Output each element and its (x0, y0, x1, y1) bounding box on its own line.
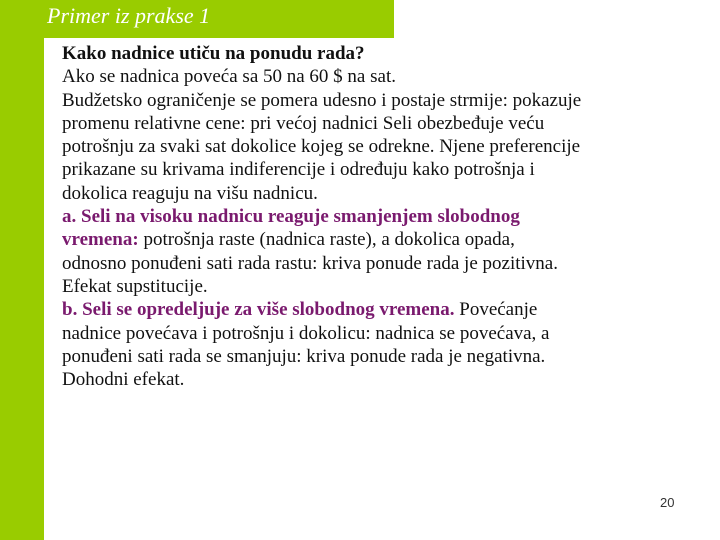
case-b-line-3: ponuđeni sati rada se smanjuju: kriva ponude rada je negativna. (62, 345, 546, 367)
case-a-heading: a. Seli na visoku nadnicu reaguje smanjenjem slobodnog (62, 206, 520, 228)
left-accent-bar (0, 0, 44, 540)
body-line-1: Ako se nadnica poveća sa 50 na 60 $ na sat. (62, 66, 396, 88)
body-line-4: potrošnju za svaki sat dokolice kojeg se odrekne. Njene preferencije (62, 136, 581, 158)
body-line-3: promenu relativne cene: pri većoj nadnici Seli obezbeđuje veću (62, 112, 545, 134)
slide-body (62, 42, 712, 391)
case-a-text: potrošnja raste (nadnica raste), a dokolica opada, (138, 229, 515, 251)
body-line-5: prikazane su krivama indiferencije i određuju kako potrošnja i (62, 159, 535, 181)
body-line-2: Budžetsko ograničenje se pomera udesno i postaje strmije: pokazuje (62, 89, 582, 111)
slide-title: Primer iz prakse 1 (47, 3, 211, 28)
case-b-line-1 (62, 298, 712, 321)
question-heading: Kako nadnice utiču na ponudu rada? (62, 43, 365, 64)
page-number: 20 (660, 495, 675, 510)
title-banner (0, 0, 394, 38)
case-a-heading-cont: vremena: (62, 229, 139, 251)
case-a-line-2 (62, 228, 712, 251)
body-line-6: dokolica reaguju na višu nadnicu. (62, 182, 318, 204)
case-b-line-4: Dohodni efekat. (62, 369, 185, 391)
case-a-line-4: Efekat supstitucije. (62, 275, 208, 297)
case-b-line-2: nadnice povećava i potrošnju i dokolicu: nadnica se povećava, a (62, 322, 550, 344)
case-b-heading: b. Seli se opredeljuje za više slobodnog vremena. (62, 299, 455, 321)
case-a-line-3: odnosno ponuđeni sati rada rastu: kriva ponude rada je pozitivna. (62, 252, 558, 274)
case-b-text: Povećanje (454, 299, 538, 321)
